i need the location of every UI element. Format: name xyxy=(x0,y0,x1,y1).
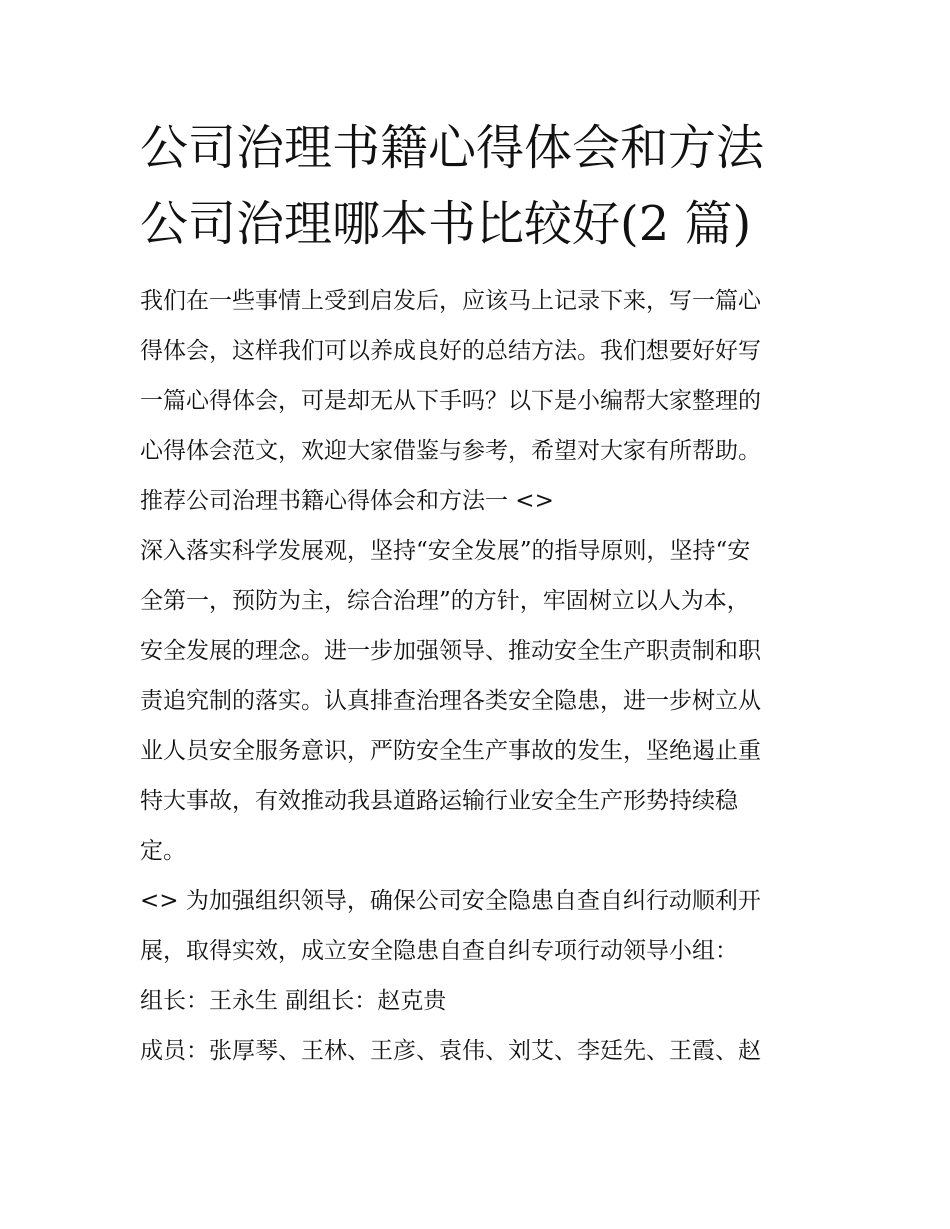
body-line: 组长：王永生 副组长：赵克贵 xyxy=(140,988,447,1014)
body-line: 定。 xyxy=(140,838,186,864)
section-heading: 推荐公司治理书籍心得体会和方法一 <> xyxy=(140,488,554,514)
body-line: 安全发展的理念。进一步加强领导、推动安全生产职责制和职 xyxy=(140,638,761,664)
body-line: 业人员安全服务意识，严防安全生产事故的发生，坚绝遏止重 xyxy=(140,738,761,764)
body-line: 特大事故，有效推动我县道路运输行业安全生产形势持续稳 xyxy=(140,788,738,814)
body-line: 成员：张厚琴、王林、王彦、袁伟、刘艾、李廷先、王霞、赵 xyxy=(140,1038,761,1064)
body-line: 深入落实科学发展观，坚持“安全发展”的指导原则，坚持“安 xyxy=(140,538,751,564)
document-title-line-1: 公司治理书籍心得体会和方法 xyxy=(140,120,765,176)
body-line: <> 为加强组织领导，确保公司安全隐患自查自纠行动顺利开 xyxy=(140,888,761,914)
body-line: 我们在一些事情上受到启发后，应该马上记录下来，写一篇心 xyxy=(140,288,761,314)
body-line: 一篇心得体会，可是却无从下手吗？以下是小编帮大家整理的 xyxy=(140,388,761,414)
body-line: 全第一，预防为主，综合治理”的方针，牢固树立以人为本， xyxy=(140,588,750,614)
body-line: 心得体会范文，欢迎大家借鉴与参考，希望对大家有所帮助。 xyxy=(140,438,761,464)
body-line: 得体会，这样我们可以养成良好的总结方法。我们想要好好写 xyxy=(140,338,761,364)
body-line: 责追究制的落实。认真排查治理各类安全隐患，进一步树立从 xyxy=(140,688,761,714)
document-title-line-2: 公司治理哪本书比较好(2 篇) xyxy=(140,196,752,252)
body-line: 展，取得实效，成立安全隐患自查自纠专项行动领导小组： xyxy=(140,938,738,964)
